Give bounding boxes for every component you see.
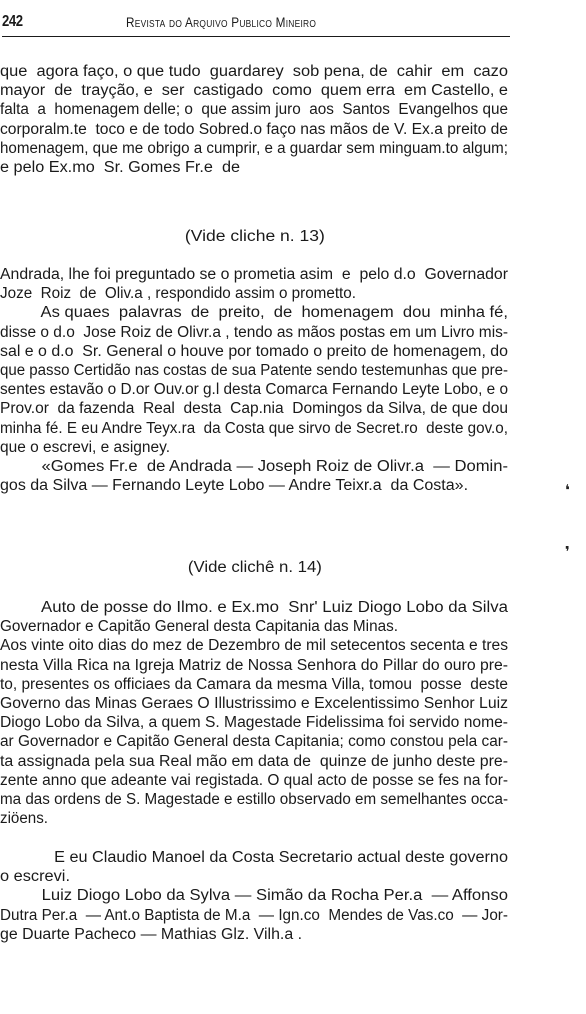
text-line: to, presentes os officiaes da Camara da mesma Villa, tomou posse deste (0, 675, 508, 693)
figure-reference-13 (0, 227, 510, 246)
figure-reference-14 (0, 558, 510, 577)
text-line: ar Governador e Capitão General desta Capitania; como constou pela car- (0, 733, 509, 751)
text-line: nesta Villa Rica na Igreja Matriz de Nossa Senhora do Pillar do ouro pre- (0, 656, 509, 674)
text-line: Andrada, lhe foi preguntado se o prometia asim e pelo d.o Governador (0, 266, 508, 283)
text-line: Governo das Minas Geraes O Illustrissimo e Excelentissimo Senhor Luiz (0, 694, 509, 712)
text-line: ta assignada pela sua Real mão em data de quinze de junho deste pre- (0, 752, 509, 770)
text-line: falta a homenagem delle; o que assim juro aos Santos Evangelhos que (0, 101, 509, 119)
text-line: As quaes palavras de preito, de homenagem dou minha fé, (0, 304, 508, 322)
vide-cliche-heading: (Vide cliche n. 13) (185, 228, 325, 245)
text-line: disse o d.o Jose Roiz de Olivr.a , tendo as mãos postas em um Livro mis- (0, 323, 509, 341)
text-line: sal e o d.o Sr. General o houve por tomado o preito de homenagem, do (0, 342, 508, 360)
text-line: minha fé. E eu Andre Teyx.ra da Costa que sirvo de Secret.ro deste gov.o, (0, 419, 508, 437)
text-line: Joze Roiz de Oliv.a , respondido assim o prometto. (0, 285, 356, 303)
text-line: mayor de trayção, e ser castigado como quem erra em Castello, e (0, 82, 508, 100)
text-line: Auto de posse do Ilmo. e Ex.mo Snr' Luiz Diogo Lobo da Silva (0, 599, 508, 616)
text-line: Governador e Capitão General desta Capitania das Minas. (0, 618, 399, 636)
text-line: ziöens. (0, 810, 49, 828)
text-line: que passo Certidão nas costas de sua Patente sendo testemunhas que pre- (0, 361, 508, 379)
paragraph-signatures (0, 848, 510, 944)
text-line: ma das ordens de S. Magestade e estillo observado em semelhantes occa- (0, 790, 509, 808)
text-line: o escrevi. (0, 868, 70, 886)
text-line: ge Duarte Pacheco — Mathias Glz. Vilh.a . (0, 925, 303, 943)
text-line: sentes estavão o D.or Ouv.or g.l desta Comarca Fernando Leyte Lobo, e o (0, 381, 509, 399)
paragraph-auto-de-posse (0, 598, 510, 828)
text-line: zente anno que adeante vai registada. O qual acto de posse se fes na for- (0, 771, 508, 789)
text-line: «Gomes Fr.e de Andrada — Joseph Roiz de Olivr.a — Domin- (0, 457, 509, 475)
paragraph-andrada (0, 265, 510, 495)
vide-cliche-heading: (Vide clichê n. 14) (187, 559, 323, 576)
text-line: Luiz Diogo Lobo da Sylva — Simão da Rocha Per.a — Affonso (0, 887, 508, 905)
text-line: E eu Claudio Manoel da Costa Secretario actual deste governo (0, 849, 508, 866)
paragraph-oath-text (0, 62, 510, 177)
text-line: gos da Silva — Fernando Leyte Lobo — Andre Teixr.a da Costa». (0, 477, 469, 495)
margin-mark: ❜ (565, 544, 570, 561)
text-line: Diogo Lobo da Silva, a quem S. Magestade Fidelissima foi servido nome- (0, 714, 508, 732)
text-line: que agora faço, o que tudo guardarey sob pena, de cahir em cazo (0, 63, 508, 80)
margin-mark: ❛ (565, 482, 570, 499)
text-line: e pelo Ex.mo Sr. Gomes Fr.e de (0, 158, 240, 176)
page-header (2, 10, 510, 37)
text-line: que o escrevi, e asigney. (0, 438, 171, 456)
text-line: Dutra Per.a — Ant.o Baptista de M.a — Ign.co Mendes de Vas.co — Jor- (0, 906, 508, 924)
text-line: Aos vinte oito dias do mez de Dezembro de mil setecentos secenta e tres (0, 637, 509, 655)
text-line: Prov.or da fazenda Real desta Cap.nia Domingos da Silva, de que dou (0, 400, 508, 418)
page-number: 242 (2, 13, 23, 30)
text-line: homenagem, que me obrigo a cumprir, e a guardar sem minguam.to algum; (0, 139, 508, 157)
text-line: corporalm.te toco e de todo Sobred.o faço nas mãos de V. Ex.a preito de (0, 120, 508, 138)
running-title: Revista do Arquivo Publico Mineiro (126, 14, 317, 30)
